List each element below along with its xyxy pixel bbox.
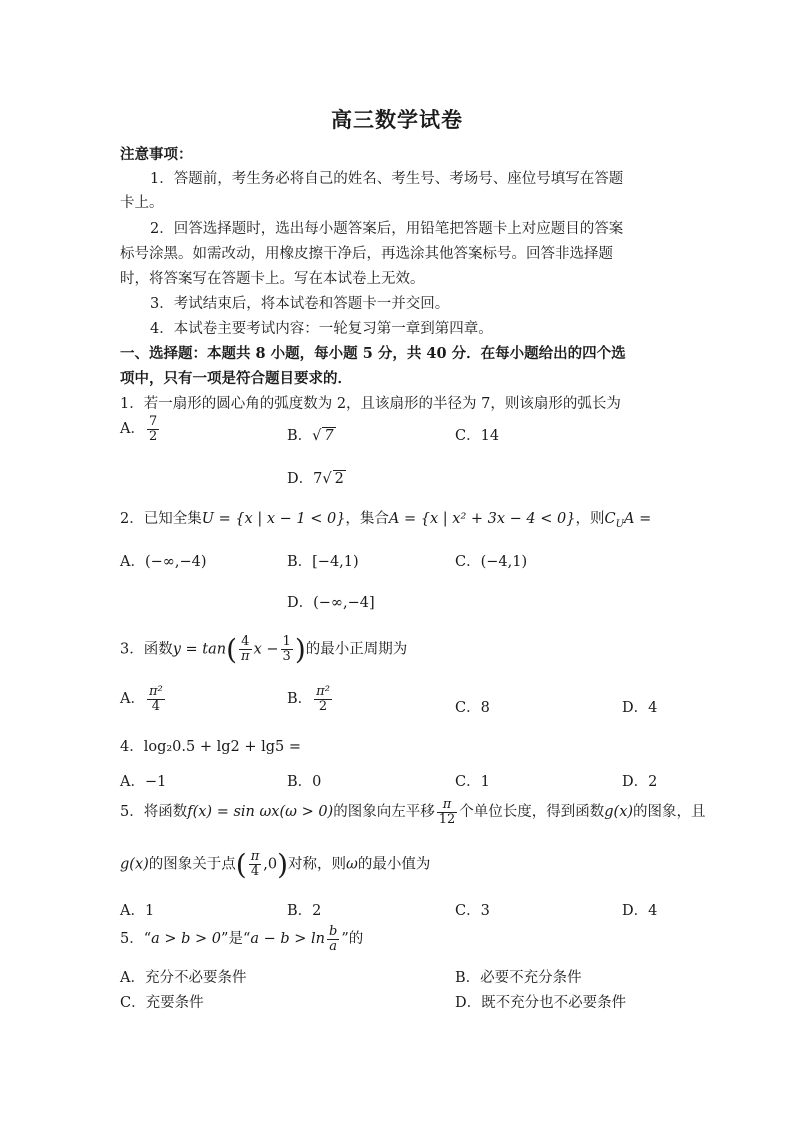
q2-complement-sub: U [615, 518, 624, 530]
note-2-line-2: 标号涂黑。如需改动，用橡皮擦干净后，再选涂其他答案标号。回答非选择题 [120, 246, 613, 262]
q4-option-a: A．−1 [120, 774, 167, 790]
fraction-numerator: 1 [282, 634, 291, 650]
point-coordinate: ,0 [263, 856, 278, 873]
q6-option-b: B．必要不充分条件 [455, 970, 582, 986]
q6-end: ”的 [341, 931, 364, 948]
exam-title: 高三数学试卷 [331, 107, 463, 132]
q5-mid: 的图象向左平移 [333, 804, 435, 821]
q5-option-d: D．4 [622, 903, 658, 919]
q1-option-c: C．14 [455, 428, 500, 444]
q2-mid: ，集合 [345, 511, 389, 527]
q6-option-c: C．充要条件 [120, 995, 204, 1011]
fraction [249, 850, 262, 878]
q2-option-a: A．(−∞,−4) [120, 554, 207, 570]
q1-option-d [287, 467, 346, 488]
q3-option-d: D．4 [622, 700, 658, 716]
q4-stem: 4．log₂0.5 + lg2 + lg5 = [120, 739, 302, 755]
note-3: 3．考试结束后，将本试卷和答题卡一并交回。 [150, 296, 450, 312]
q3-function: y = tan [172, 641, 227, 658]
right-paren: ) [277, 848, 289, 881]
q6-prefix: 5．“ [120, 931, 152, 948]
fraction [239, 635, 252, 663]
section-heading-line-2: 项中，只有一项是符合题目要求的． [120, 370, 352, 387]
q5-option-a: A．1 [120, 903, 155, 919]
q5-omega: ω [346, 856, 358, 873]
fraction [437, 798, 458, 826]
fraction-denominator: 12 [438, 811, 456, 827]
sqrt-radicand: 7 [324, 428, 334, 444]
fraction [314, 685, 332, 713]
option-label: A． [120, 691, 145, 708]
q5-line2-end: 对称，则 [288, 856, 347, 873]
fraction-numerator: 7 [148, 414, 158, 429]
fraction-denominator: 3 [282, 649, 291, 664]
q5-tail: 个单位长度，得到函数 [459, 804, 605, 821]
note-1-line-1: 1．答题前，考生务必将自己的姓名、考生号、考场号、座位号填写在答题 [150, 171, 624, 187]
q4-option-d: D．2 [622, 774, 658, 790]
fraction-denominator: 2 [318, 698, 328, 714]
q5-option-c: C．3 [455, 903, 490, 919]
note-2-line-1: 2．回答选择题时，选出每小题答案后，用铅笔把答题卡上对应题目的答案 [150, 221, 624, 237]
q5-stem-line-1 [120, 798, 706, 826]
option-label: B． [287, 428, 313, 444]
fraction-denominator: 2 [148, 428, 158, 444]
q5-prefix: 5．将函数 [120, 804, 188, 821]
sqrt-symbol: √ [322, 471, 332, 487]
q6-condition-2: a − b > ln [250, 931, 325, 948]
fraction-denominator: a [329, 938, 338, 954]
section-heading-line-1: 一、选择题：本题共 8 小题，每小题 5 分，共 40 分．在每小题给出的四个选 [120, 345, 626, 362]
q2-option-b: B．[−4,1) [287, 554, 359, 570]
q5-option-b: B．2 [287, 903, 322, 919]
fraction-denominator: 4 [250, 864, 260, 879]
q5-function-g: g(x) [120, 856, 149, 873]
sqrt-symbol: √ [312, 428, 322, 444]
q3-suffix: 的最小正周期为 [305, 641, 408, 658]
note-2-line-3: 时，将答案写在答题卡上。写在本试卷上无效。 [120, 271, 425, 287]
q4-option-c: C．1 [455, 774, 490, 790]
fraction [147, 685, 165, 713]
fraction-numerator: π [437, 798, 458, 813]
q6-mid: ”是“ [221, 931, 251, 948]
q1-option-a [120, 415, 161, 443]
q6-option-d: D．既不充分也不必要条件 [455, 995, 627, 1011]
q2-universal-set: U = {x | x − 1 < 0} [201, 511, 346, 527]
q2-stem [120, 507, 651, 530]
option-label: A． [120, 421, 145, 438]
fraction-numerator: 4 [239, 635, 252, 650]
q5-line2-mid: 的图象关于点 [148, 856, 236, 873]
q6-option-a: A．充分不必要条件 [120, 970, 247, 986]
fraction [327, 925, 339, 953]
q2-complement-end: A = [624, 511, 652, 527]
q5-function-g: g(x) [604, 804, 634, 821]
q3-option-b [287, 685, 334, 713]
q6-condition-1: a > b > 0 [151, 931, 222, 948]
q2-complement: C [604, 511, 616, 527]
q5-stem-line-2 [120, 848, 430, 881]
q3-option-a [120, 685, 167, 713]
q2-tail: ，则 [575, 511, 605, 527]
fraction-numerator: π² [148, 684, 163, 699]
q3-option-c: C．8 [455, 700, 490, 716]
q4-option-b: B．0 [287, 774, 322, 790]
fraction-numerator: b [329, 924, 338, 939]
option-label: B． [287, 691, 313, 708]
note-1-line-2: 卡上。 [120, 195, 164, 211]
option-label: D．7 [287, 471, 323, 487]
right-paren: ) [294, 633, 306, 666]
q1-option-b [287, 424, 336, 445]
q1-stem: 1．若一扇形的圆心角的弧度数为 2，且该扇形的半径为 7，则该扇形的弧长为 [120, 396, 621, 412]
q5-line2-tail: 的最小值为 [357, 856, 431, 873]
note-4: 4．本试卷主要考试内容：一轮复习第一章到第四章。 [150, 321, 493, 337]
fraction-denominator: 4 [151, 698, 160, 714]
left-paren: ( [226, 633, 238, 666]
q2-set-a: A = {x | x² + 3x − 4 < 0} [388, 511, 576, 527]
q5-function-f: f(x) = sin ωx(ω > 0) [187, 804, 334, 821]
left-paren: ( [235, 848, 247, 881]
q3-stem [120, 633, 407, 666]
q2-option-c: C．(−4,1) [455, 554, 528, 570]
q6-stem [120, 925, 363, 953]
q3-prefix: 3．函数 [120, 641, 173, 658]
sqrt-radicand: 2 [334, 471, 344, 487]
fraction [281, 635, 293, 663]
q2-option-d: D．(−∞,−4] [287, 595, 375, 611]
notes-heading: 注意事项： [120, 146, 193, 163]
q2-prefix: 2．已知全集 [120, 511, 202, 527]
fraction [147, 415, 159, 443]
fraction-numerator: π² [316, 684, 330, 699]
fraction-numerator: π [250, 849, 260, 865]
q3-variable: x − [253, 641, 279, 658]
fraction-denominator: π [241, 649, 250, 664]
q5-end: 的图象，且 [633, 804, 706, 821]
